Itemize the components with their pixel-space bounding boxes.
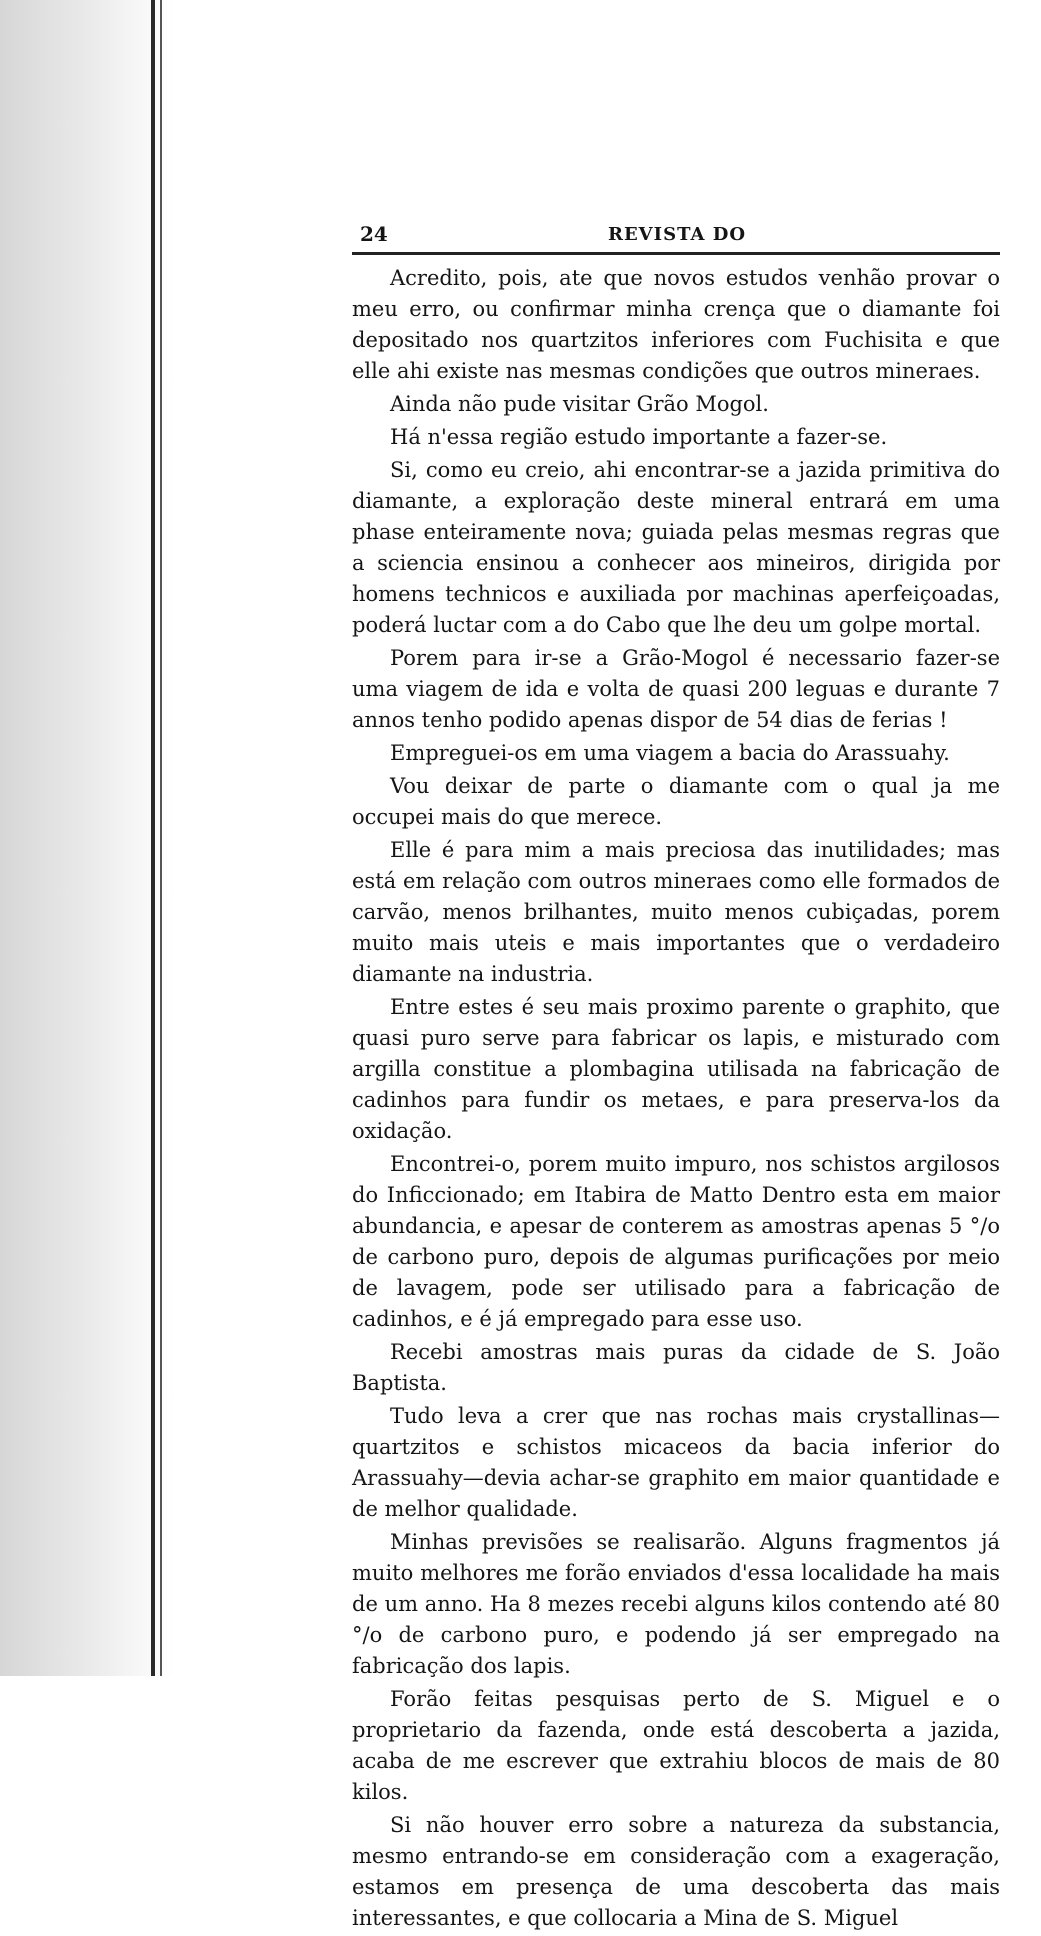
- body-text: [352, 263, 1000, 1936]
- binding-edge-line-inner: [160, 0, 162, 1676]
- paragraph: Encontrei-o, porem muito impuro, nos schistos argilosos do Inficcionado; em Itabira de Matto Dentro esta em maior abundancia, e apesar de conterem as amostras apenas 5 °/o de carbono puro, depois de algumas purificações por meio de lavagem, pode ser utilisado para a fabricação de cadinhos, e é já empregado para esse uso.: [352, 1152, 1000, 1331]
- paragraph: Entre estes é seu mais proximo parente o graphito, que quasi puro serve para fabricar os lapis, e misturado com argilla constitue a plombagina utilisada na fabricação de cadinhos para fundir os metaes, e para preserva-los da oxidação.: [352, 995, 1000, 1143]
- paragraph: Empreguei-os em uma viagem a bacia do Arassuahy.: [390, 741, 950, 765]
- paragraph: Elle é para mim a mais preciosa das inutilidades; mas está em relação com outros mineraes como elle formados de carvão, menos brilhantes, muito menos cubiçadas, porem muito mais uteis e mais importantes que o verdadeiro diamante na industria.: [352, 838, 1000, 986]
- paragraph: Vou deixar de parte o diamante com o qual ja me occupei mais do que merece.: [352, 774, 1000, 829]
- paragraph: Acredito, pois, ate que novos estudos venhão provar o meu erro, ou confirmar minha crença que o diamante foi depositado nos quartzitos inferiores com Fuchisita e que elle ahi existe nas mesmas condições que outros mineraes.: [352, 266, 1000, 383]
- running-title: REVISTA DO: [608, 224, 746, 245]
- paragraph: Recebi amostras mais puras da cidade de S. João Baptista.: [352, 1340, 1000, 1395]
- binding-edge-line: [151, 0, 155, 1676]
- paragraph: Há n'essa região estudo importante a fazer-se.: [390, 425, 888, 449]
- paragraph: Minhas previsões se realisarão. Alguns fragmentos já muito melhores me forão enviados d'essa localidade ha mais de um anno. Ha 8 mezes recebi alguns kilos contendo até 80 °/o de carbono puro, e podendo já ser empregado na fabricação dos lapis.: [352, 1530, 1000, 1678]
- binding-gutter: [0, 0, 175, 1676]
- page-header: [352, 222, 1002, 252]
- paragraph: Porem para ir-se a Grão-Mogol é necessario fazer-se uma viagem de ida e volta de quasi 200 leguas e durante 7 annos tenho podido apenas dispor de 54 dias de ferias !: [352, 646, 1000, 732]
- page-number: 24: [360, 222, 388, 246]
- paragraph: Ainda não pude visitar Grão Mogol.: [390, 392, 769, 416]
- paragraph: Si não houver erro sobre a natureza da substancia, mesmo entrando-se em consideração com a exageração, estamos em presença de uma descoberta das mais interessantes, e que collocaria a Mina de S. Miguel: [352, 1813, 1000, 1930]
- paragraph: Tudo leva a crer que nas rochas mais crystallinas—quartzitos e schistos micaceos da bacia inferior do Arassuahy—devia achar-se graphito em maior quantidade e de melhor qualidade.: [352, 1404, 1000, 1521]
- paragraph: Si, como eu creio, ahi encontrar-se a jazida primitiva do diamante, a exploração deste mineral entrará em uma phase enteiramente nova; guiada pelas mesmas regras que a sciencia ensinou a conhecer aos mineiros, dirigida por homens technicos e auxiliada por machinas aperfeiçoadas, poderá luctar com a do Cabo que lhe deu um golpe mortal.: [352, 458, 1000, 637]
- paragraph: Forão feitas pesquisas perto de S. Miguel e o proprietario da fazenda, onde está descoberta a jazida, acaba de me escrever que extrahiu blocos de mais de 80 kilos.: [352, 1687, 1000, 1804]
- header-rule: [352, 252, 1000, 255]
